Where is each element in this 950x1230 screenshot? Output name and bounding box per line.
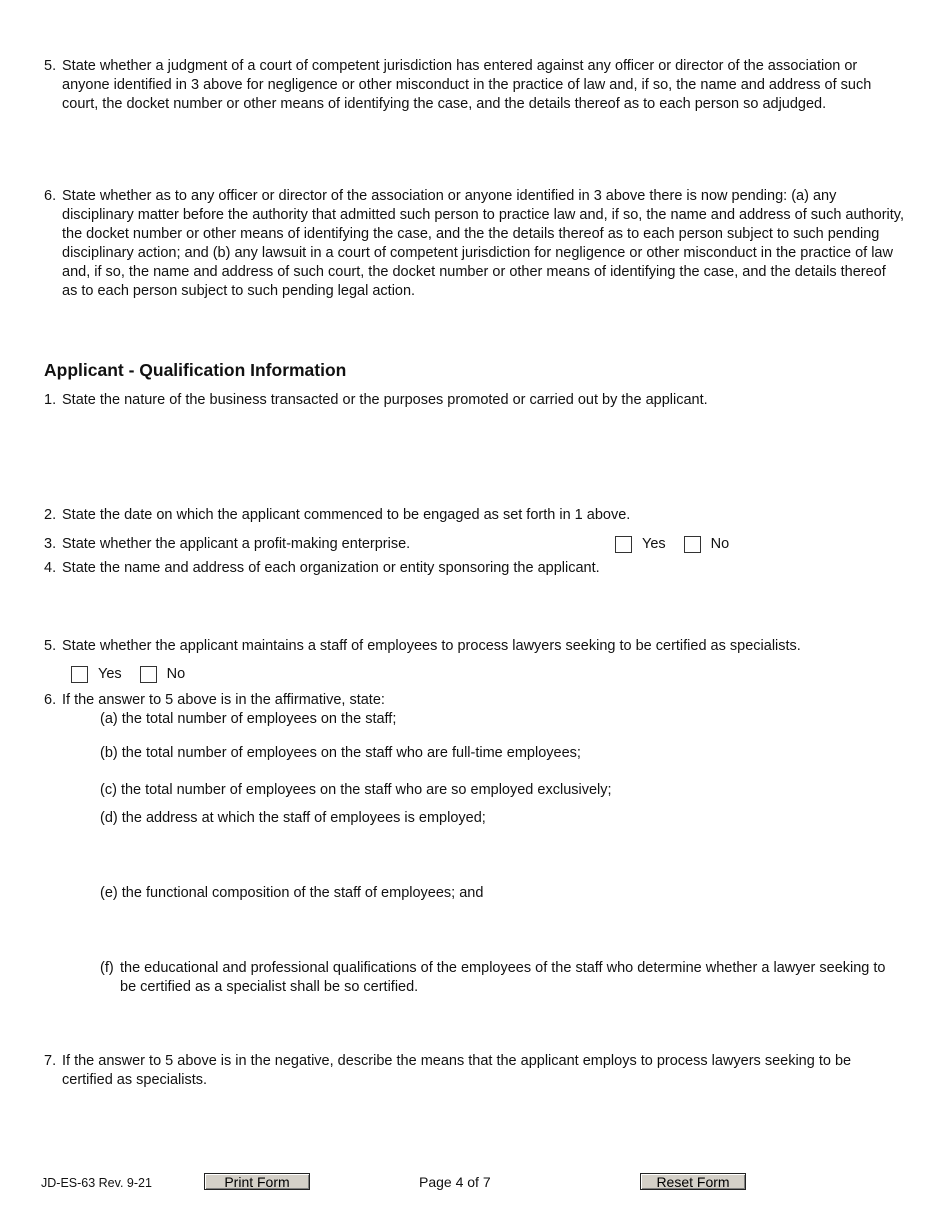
profit-no-checkbox[interactable] xyxy=(684,536,701,553)
item-number: 1. xyxy=(44,392,57,408)
staff-choice xyxy=(71,665,203,684)
qual-item-5 xyxy=(44,637,924,656)
sub-item-label: (c) xyxy=(100,782,117,798)
qual-item-2 xyxy=(44,506,904,525)
form-id: JD-ES-63 Rev. 9-21 xyxy=(41,1176,152,1190)
checkbox-label: No xyxy=(166,666,186,682)
staff-no-checkbox[interactable] xyxy=(140,666,157,683)
qual-item-6 xyxy=(44,691,904,710)
sub-item-label: (a) xyxy=(100,711,118,727)
item-text: State whether the applicant a profit-making enterprise. xyxy=(62,536,411,552)
question-5-judgment xyxy=(44,57,904,114)
item-text: State whether as to any officer or director of the association or anyone identified in 3 above there is now pending: (a) any disciplinary matter before the authority that admitted such person to practice law and, if so, the name and address of such authority, the docket number or other means of identifying the case, and the the details thereof as to each person subject to such pending disciplinary action; and (b) any lawsuit in a court of competent jurisdiction for negligence or other misconduct in the practice of law and, if so, the name and address of such court, the docket number or other means of identifying the case, and the details thereof as to each person subject to such pending legal action. xyxy=(62,188,904,299)
checkbox-label: Yes xyxy=(98,666,122,682)
sub-item-text: the address at which the staff of employees is employed; xyxy=(121,810,486,826)
sub-item-text: the functional composition of the staff of employees; and xyxy=(121,885,484,901)
profit-making-choice xyxy=(615,535,747,554)
qual-item-3 xyxy=(44,535,604,554)
sub-item-f xyxy=(100,959,890,997)
sub-item-text: the educational and professional qualifications of the employees of the staff who determine whether a lawyer seeking to be certified as a specialist shall be so certified. xyxy=(120,960,886,995)
item-number: 3. xyxy=(44,536,57,552)
sub-item-label: (e) xyxy=(100,885,118,901)
qual-item-1 xyxy=(44,391,904,410)
reset-form-button[interactable]: Reset Form xyxy=(640,1173,746,1190)
sub-item-label: (f) xyxy=(100,960,114,976)
qual-item-4 xyxy=(44,559,904,578)
sub-item-text: the total number of employees on the staff who are full-time employees; xyxy=(121,745,581,761)
item-text: State the nature of the business transacted or the purposes promoted or carried out by the applicant. xyxy=(62,392,708,408)
checkbox-label: No xyxy=(710,536,730,552)
item-text: State the date on which the applicant commenced to be engaged as set forth in 1 above. xyxy=(62,507,631,523)
item-text: State the name and address of each organization or entity sponsoring the applicant. xyxy=(62,560,600,576)
item-number: 6. xyxy=(44,188,57,204)
sub-item-label: (d) xyxy=(100,810,118,826)
item-number: 4. xyxy=(44,560,57,576)
sub-item-label: (b) xyxy=(100,745,118,761)
question-6-pending xyxy=(44,187,904,301)
item-number: 7. xyxy=(44,1053,57,1069)
sub-item-text: the total number of employees on the staff; xyxy=(121,711,397,727)
item-text: If the answer to 5 above is in the affirmative, state: xyxy=(62,692,385,708)
profit-yes-checkbox[interactable] xyxy=(615,536,632,553)
section-title: Applicant - Qualification Information xyxy=(44,360,347,380)
sub-item-e xyxy=(100,884,890,903)
sub-item-a xyxy=(100,710,890,729)
qual-item-7 xyxy=(44,1052,904,1090)
item-number: 6. xyxy=(44,692,57,708)
sub-item-text: the total number of employees on the staff who are so employed exclusively; xyxy=(120,782,612,798)
staff-yes-checkbox[interactable] xyxy=(71,666,88,683)
print-form-button[interactable]: Print Form xyxy=(204,1173,310,1190)
item-number: 2. xyxy=(44,507,57,523)
sub-item-d xyxy=(100,809,890,828)
sub-item-b xyxy=(100,744,890,763)
item-number: 5. xyxy=(44,638,57,654)
page-indicator: Page 4 of 7 xyxy=(419,1174,491,1190)
sub-item-c xyxy=(100,781,890,800)
item-text: State whether a judgment of a court of competent jurisdiction has entered against any officer or director of the association or anyone identified in 3 above for negligence or other misconduct in the practice of law and, if so, the name and address of such court, the docket number or other means of identifying the case, and the details thereof as to each person so adjudged. xyxy=(62,58,872,112)
item-number: 5. xyxy=(44,58,57,74)
item-text: State whether the applicant maintains a staff of employees to process lawyers seeking to be certified as specialists. xyxy=(62,638,801,654)
checkbox-label: Yes xyxy=(642,536,666,552)
item-text: If the answer to 5 above is in the negative, describe the means that the applicant employs to process lawyers seeking to be certified as specialists. xyxy=(62,1053,852,1088)
